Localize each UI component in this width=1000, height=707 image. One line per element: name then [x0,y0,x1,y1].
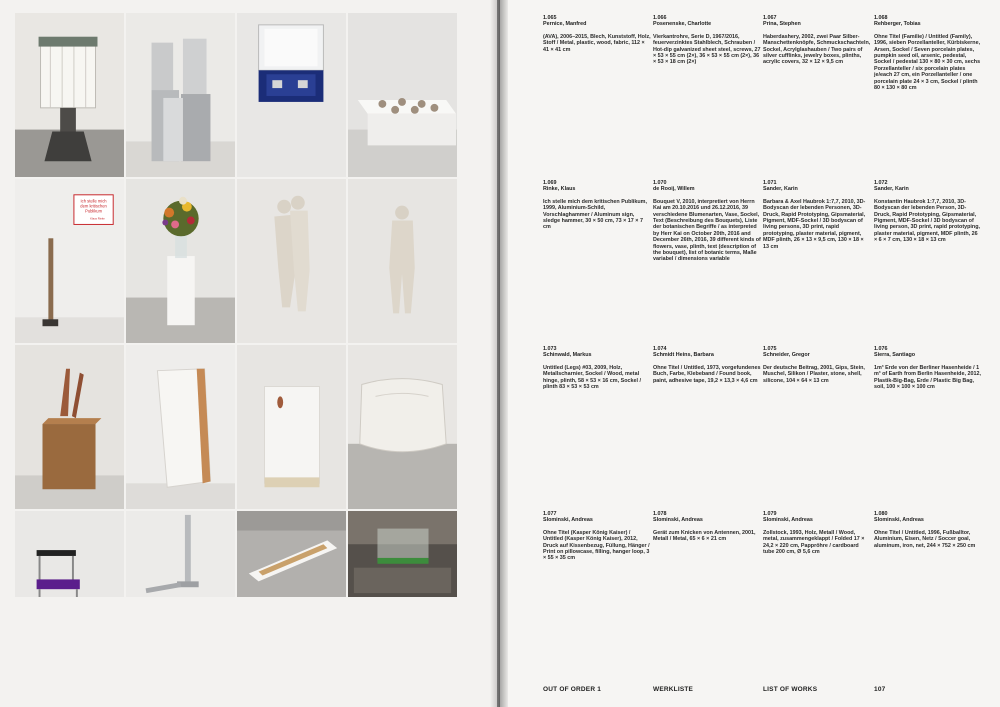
entry-artist: Schinwald, Markus [543,352,592,359]
entry-1079 [763,511,871,555]
entry-artist: Prina, Stephen [763,21,801,28]
photo-sierra [347,344,458,510]
footer-section-de: WERKLISTE [653,686,694,693]
entry-1071 [763,180,871,250]
page-number: 107 [874,686,886,693]
entry-artist: Schneider, Gregor [763,352,810,359]
photo-grid [14,12,458,598]
entry-artist: Posenenske, Charlotte [653,21,712,28]
entry-number: 1.067 [763,15,777,21]
footer-book-title: OUT OF ORDER 1 [543,686,602,693]
entry-description: Ohne Titel / Untitled, 1973, vorgefundenes Buch, Farbe, Klebeband / Found book, paint, adhesive tape, 19,2 × 13,3 × 4,6 cm [653,364,761,384]
entry-artist: Slominski, Andreas [763,517,813,524]
entry-description: Der deutsche Beitrag, 2001, Gips, Stein, Muschel, Silikon / Plaster, stone, shell, silicone, 104 × 64 × 13 cm [763,364,865,384]
entry-1077 [543,511,651,562]
right-page [500,0,1000,707]
photo-sander-couple [236,178,347,344]
sign-line-2: dem kritischen [80,203,107,209]
entry-artist: Rehberger, Tobias [874,21,921,28]
entry-artist: Sierra, Santiago [874,352,916,359]
entry-number: 1.069 [543,180,557,186]
entry-1067 [763,15,871,66]
entry-description: Konstantin Haubrok 1:7,7, 2010, 3D-Bodyscan der lebenden Person, 3D-Druck, Rapid Prototyping, Gipsmaterial, Pigment, MDF-Sockel / 3D bodyscan of living person, 3D print, rapid prototyping, plaster material, pigment, MDF plinth, 26 × 6 × 7 cm, 130 × 18 × 13 cm [874,198,981,244]
sign-line-1: Ich stelle mich [80,198,107,204]
entry-number: 1.066 [653,15,667,21]
entry-1070 [653,180,761,263]
entry-description: Haberdashery, 2002, zwei Paar Silber-Manschettenknöpfe, Schmuckschachteln, Sockel, Acrylglashauben / Two pairs of silver cufflinks, jewelry boxes, plinths, acrylic covers, 32 × 12 × 9,5 cm [763,33,871,66]
entry-number: 1.076 [874,346,888,352]
entry-artist: Sander, Karin [874,186,909,193]
entry-number: 1.070 [653,180,667,186]
photo-rinke [14,178,125,344]
entry-description: Ohne Titel / Untitled, 1996, Fußballtor, Aluminium, Eisen, Netz / Soccer goal, aluminum, iron, net, 244 × 752 × 250 cm [874,529,976,549]
entry-description: (AVA), 2006–2015, Blech, Kunststoff, Holz, Stoff / Metal, plastic, wood, fabric, 112 × 41 × 41 cm [543,33,651,53]
entry-number: 1.080 [874,511,888,517]
entry-description: Ohne Titel (Kasper König Kaiser) / Untitled (Kasper König Kaiser), 2012, Druck auf Kissenbezug, Füllung, Hänger / Print on pillowcase, filling, hanger loop, 3 × 55 × 35 cm [543,529,650,562]
entry-description: Ich stelle mich dem kritischen Publikum, 1999, Aluminium-Schild, Vorschlaghammer / Aluminum sign, sledge hammer, 30 × 50 cm, 73 × 17 × 7 cm [543,198,647,231]
sign-line-4: Klaus Rinke [90,217,105,221]
entry-number: 1.068 [874,15,888,21]
entry-description: 1m³ Erde von der Berliner Hasenheide / 1 m³ of Earth from Berlin Hasenheide, 2012, Plastik-Big-Bag, Erde / Plastic Big Bag, soil, 100 × 100 × 100 cm [874,364,981,391]
entry-number: 1.075 [763,346,777,352]
entry-1074 [653,346,761,384]
photo-schinwald [14,344,125,510]
entry-1076 [874,346,982,390]
entry-number: 1.065 [543,15,557,21]
entry-number: 1.074 [653,346,667,352]
entry-artist: Slominski, Andreas [543,517,593,524]
entry-description: Gerät zum Knicken von Antennen, 2001, Metall / Metal, 65 × 6 × 21 cm [653,529,756,543]
entry-description: Ohne Titel (Familie) / Untitled (Family), 1996, sieben Porzellanteller, Kürbiskerne, Arsen, Sockel / Seven porcelain plates, pumpkin seed oil, arsenic, pedestal, Sockel / pedestal 130 × 80 × 30 cm, sechs Porzellanteller / six porcelain plates je/each 27 cm, ein Porzellanteller / one porcelain plate 24 × 3 cm, Sockel / plinth 80 × 130 × 80 cm [874,33,981,92]
photo-pernice [14,12,125,178]
entry-artist: Slominski, Andreas [874,517,924,524]
entry-description: Zollstock, 1993, Holz, Metall / Wood, metal, zusammengeklappt / Folded 17 × 24,2 × 220 cm, Pappröhre / cardboard tube 200 cm, Ø 5,6 cm [763,529,865,556]
photo-slominski-zollstock [236,510,347,598]
entry-number: 1.073 [543,346,557,352]
photo-rehberger [347,12,458,178]
entry-1068 [874,15,982,91]
entry-description: Untitled (Legs) #03, 2009, Holz, Metallscharnier, Sockel / Wood, metal hinge, plinth, 58 × 53 × 16 cm, Sockel / plinth 83 × 53 × 53 cm [543,364,641,391]
photo-schmidt-heins [125,344,236,510]
entry-description: Vierkantrohre, Serie D, 1967/2016, feuerverzinktes Stahlblech, Schrauben / Hot-dip galvanized sheet steel, screws, 27 × 53 × 55 cm (2×), 36 × 53 × 55 cm (2×), 36 × 53 × 18 cm (2×) [653,33,761,66]
photo-sander-son [347,178,458,344]
entry-number: 1.079 [763,511,777,517]
left-page [0,0,497,707]
entry-1065 [543,15,651,53]
entry-artist: Sander, Karin [763,186,798,193]
entry-artist: Schmidt Heins, Barbara [653,352,714,359]
entry-number: 1.078 [653,511,667,517]
photo-posenenske [125,12,236,178]
entry-1073 [543,346,651,390]
entry-1069 [543,180,651,231]
entry-1072 [874,180,982,244]
entry-1066 [653,15,761,66]
photo-schneider [236,344,347,510]
photo-slominski-goal [347,510,458,598]
entry-1078 [653,511,761,543]
photo-slominski-antenna [125,510,236,598]
entry-description: Bouquet V, 2010, interpretiert von Herrn Kai am 20.10.2016 und 26.12.2016, 39 verschiedene Blumenarten, Vase, Sockel, Text (Beschreibung des Bouquets), Liste der botanischen Begriffe / as interpreted by Herr Kai on October 20th, 2016 and December 26th, 2016, 39 different kinds of flowers, vase, plinth, text (description of the bouquet), list of botanic terms, Maße variabel / dimensions variable [653,198,761,263]
entry-number: 1.072 [874,180,888,186]
photo-prina [236,12,347,178]
entry-1080 [874,511,982,549]
entry-1075 [763,346,871,384]
photo-slominski-chair [14,510,125,598]
entry-description: Barbara & Axel Haubrok 1:7,7, 2010, 3D-Bodyscan der lebenden Personen, 3D-Druck, Rapid Prototyping, Gipsmaterial, Pigment, MDF-Sockel / 3D bodyscan of living persons, 3D print, rapid prototyping, plaster material, pigment, MDF plinth, 26 × 13 × 9,5 cm, 130 × 18 × 13 cm [763,198,866,250]
entry-artist: Rinke, Klaus [543,186,576,193]
footer-section-en: LIST OF WORKS [763,686,818,693]
sign-line-3: Publikum [85,208,103,214]
entry-artist: Slominski, Andreas [653,517,703,524]
entry-number: 1.077 [543,511,557,517]
entry-artist: de Rooij, Willem [653,186,695,193]
photo-de-rooij [125,178,236,344]
entry-artist: Pernice, Manfred [543,21,587,28]
entry-number: 1.071 [763,180,777,186]
